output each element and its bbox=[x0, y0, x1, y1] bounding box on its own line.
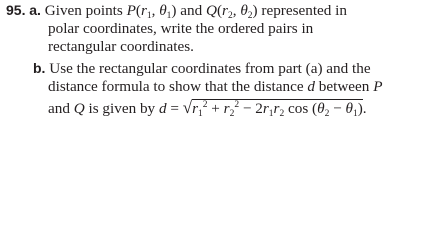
var-d: d bbox=[307, 78, 315, 95]
distance-formula bbox=[183, 99, 363, 117]
var-p: P bbox=[373, 78, 383, 95]
square-root-icon: √ bbox=[182, 98, 193, 117]
part-b-line-2-post: between bbox=[314, 78, 374, 95]
part-a-line-1 bbox=[6, 2, 347, 19]
part-b-label: b. bbox=[33, 60, 46, 76]
part-b-line-3-pre: and bbox=[48, 100, 74, 117]
part-a-line-2: polar coordinates, write the ordered pairs in bbox=[48, 20, 314, 37]
part-b-line-3: and Q is given by $d = √r_1^2 + r_2^2 - 2r_1r_2$ $\cos (\theta_2 - \theta_1)$. bbox=[48, 98, 367, 119]
part-a-label: a. bbox=[29, 2, 41, 18]
point-p: $P(r_1$, $\theta_1$) bbox=[126, 2, 177, 21]
problem-number: 95. bbox=[6, 2, 26, 18]
radicand: $r_1^2 + r_2^2 - 2r_1r_2$ $\cos (\theta_2 - \theta_1)$ bbox=[192, 100, 363, 119]
point-q: $Q(r_2$, $\theta_2$) bbox=[206, 2, 258, 21]
part-a-text-mid: and bbox=[176, 2, 207, 19]
part-a-line-3: rectangular coordinates. bbox=[48, 38, 194, 55]
part-a-text-post: represented in bbox=[257, 2, 347, 19]
var-d-2: d bbox=[158, 100, 167, 117]
part-a-text-pre: Given points bbox=[44, 2, 127, 19]
part-b-line-3-mid: is given by bbox=[84, 100, 159, 117]
equals-sign: = bbox=[166, 100, 183, 117]
part-b-line-2-pre: distance formula to show that the distance bbox=[48, 78, 308, 95]
part-b-line-1 bbox=[33, 60, 371, 77]
part-b-line-1-text: Use the rectangular coordinates from part (a) and the bbox=[49, 60, 371, 77]
part-b-line-2 bbox=[48, 78, 382, 95]
var-q: Q bbox=[73, 100, 85, 117]
